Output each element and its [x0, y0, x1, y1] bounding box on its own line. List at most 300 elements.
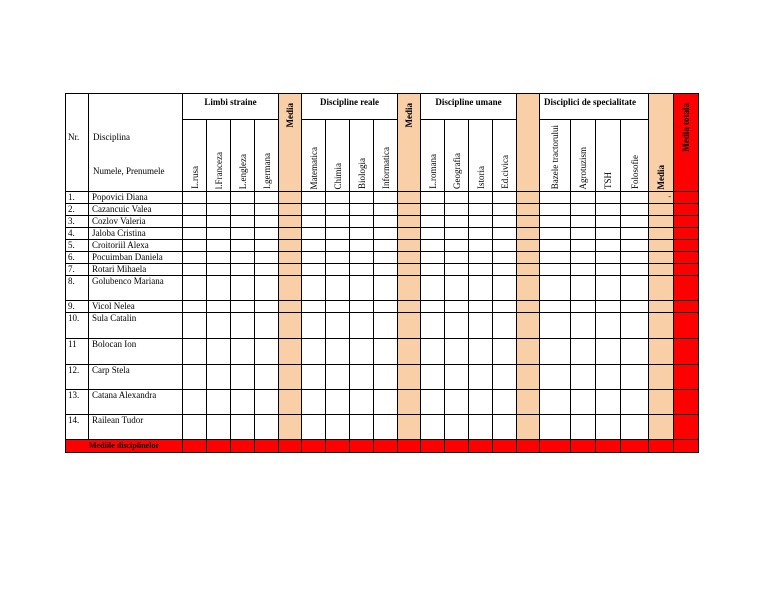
grade-cell[interactable] — [374, 252, 398, 264]
grade-cell[interactable] — [231, 415, 255, 440]
grade-cell[interactable] — [596, 313, 621, 339]
grade-cell[interactable] — [493, 339, 517, 365]
grade-cell[interactable] — [493, 192, 517, 204]
grade-cell[interactable] — [493, 301, 517, 313]
grade-cell[interactable] — [649, 339, 674, 365]
grade-cell[interactable] — [279, 228, 302, 240]
grade-cell[interactable] — [517, 192, 540, 204]
grade-cell[interactable] — [302, 216, 326, 228]
grade-cell[interactable] — [571, 252, 596, 264]
grade-cell[interactable] — [469, 204, 493, 216]
grade-cell[interactable] — [207, 365, 231, 390]
footer-average-cell[interactable] — [621, 440, 649, 453]
footer-average-cell[interactable] — [493, 440, 517, 453]
grade-cell[interactable] — [540, 240, 571, 252]
grade-cell[interactable] — [421, 365, 445, 390]
grade-cell[interactable] — [517, 276, 540, 301]
grade-cell[interactable] — [621, 339, 649, 365]
grade-cell[interactable] — [469, 228, 493, 240]
grade-cell[interactable] — [398, 313, 421, 339]
grade-cell[interactable] — [398, 252, 421, 264]
footer-average-cell[interactable] — [231, 440, 255, 453]
grade-cell[interactable] — [493, 365, 517, 390]
grade-cell[interactable] — [231, 216, 255, 228]
grade-cell[interactable] — [469, 390, 493, 415]
grade-cell[interactable] — [571, 415, 596, 440]
grade-cell[interactable] — [183, 301, 207, 313]
grade-cell[interactable] — [374, 313, 398, 339]
grade-cell[interactable] — [302, 365, 326, 390]
grade-cell[interactable] — [649, 365, 674, 390]
footer-average-cell[interactable] — [279, 440, 302, 453]
grade-cell[interactable] — [326, 264, 350, 276]
grade-cell[interactable] — [207, 415, 231, 440]
grade-cell[interactable] — [326, 390, 350, 415]
grade-cell[interactable] — [469, 301, 493, 313]
grade-cell[interactable] — [183, 252, 207, 264]
grade-cell[interactable] — [517, 301, 540, 313]
grade-cell[interactable] — [255, 276, 279, 301]
grade-cell[interactable] — [183, 192, 207, 204]
grade-cell[interactable] — [350, 313, 374, 339]
grade-cell[interactable] — [183, 313, 207, 339]
grade-cell[interactable] — [571, 276, 596, 301]
grade-cell[interactable] — [571, 228, 596, 240]
grade-cell[interactable] — [302, 192, 326, 204]
grade-cell[interactable] — [374, 301, 398, 313]
grade-cell[interactable] — [445, 301, 469, 313]
grade-cell[interactable] — [674, 415, 699, 440]
grade-cell[interactable] — [326, 276, 350, 301]
grade-cell[interactable] — [255, 216, 279, 228]
grade-cell[interactable] — [649, 276, 674, 301]
grade-cell[interactable] — [621, 192, 649, 204]
grade-cell[interactable] — [374, 240, 398, 252]
grade-cell[interactable] — [207, 313, 231, 339]
grade-cell[interactable] — [421, 313, 445, 339]
grade-cell[interactable] — [493, 240, 517, 252]
grade-cell[interactable] — [674, 216, 699, 228]
grade-cell[interactable] — [621, 390, 649, 415]
grade-cell[interactable] — [374, 264, 398, 276]
grade-cell[interactable] — [374, 276, 398, 301]
grade-cell[interactable] — [231, 240, 255, 252]
footer-average-cell[interactable] — [596, 440, 621, 453]
grade-cell[interactable] — [255, 252, 279, 264]
grade-cell[interactable] — [255, 192, 279, 204]
footer-average-cell[interactable] — [207, 440, 231, 453]
grade-cell[interactable] — [279, 313, 302, 339]
grade-cell[interactable] — [649, 216, 674, 228]
grade-cell[interactable] — [621, 301, 649, 313]
grade-cell[interactable] — [469, 216, 493, 228]
footer-average-cell[interactable] — [421, 440, 445, 453]
grade-cell[interactable] — [596, 216, 621, 228]
grade-cell[interactable] — [469, 313, 493, 339]
grade-cell[interactable] — [421, 204, 445, 216]
footer-average-cell[interactable] — [183, 440, 207, 453]
grade-cell[interactable] — [207, 228, 231, 240]
grade-cell[interactable] — [445, 192, 469, 204]
grade-cell[interactable] — [231, 192, 255, 204]
grade-cell[interactable] — [231, 365, 255, 390]
grade-cell[interactable] — [326, 313, 350, 339]
grade-cell[interactable] — [350, 390, 374, 415]
grade-cell[interactable] — [469, 240, 493, 252]
grade-cell[interactable] — [469, 415, 493, 440]
grade-cell[interactable] — [302, 390, 326, 415]
grade-cell[interactable] — [302, 204, 326, 216]
grade-cell[interactable] — [571, 390, 596, 415]
grade-cell[interactable] — [540, 390, 571, 415]
grade-cell[interactable] — [279, 216, 302, 228]
grade-cell[interactable] — [421, 252, 445, 264]
grade-cell[interactable] — [231, 252, 255, 264]
grade-cell[interactable] — [571, 240, 596, 252]
grade-cell[interactable] — [421, 228, 445, 240]
grade-cell[interactable] — [398, 301, 421, 313]
grade-cell[interactable] — [398, 264, 421, 276]
grade-cell[interactable] — [596, 228, 621, 240]
grade-cell[interactable] — [207, 252, 231, 264]
grade-cell[interactable] — [674, 276, 699, 301]
grade-cell[interactable] — [596, 415, 621, 440]
grade-cell[interactable] — [493, 204, 517, 216]
grade-cell[interactable] — [279, 252, 302, 264]
grade-cell[interactable] — [398, 365, 421, 390]
grade-cell[interactable] — [350, 204, 374, 216]
footer-average-cell[interactable] — [374, 440, 398, 453]
grade-cell[interactable] — [398, 339, 421, 365]
grade-cell[interactable] — [517, 252, 540, 264]
grade-cell[interactable] — [540, 192, 571, 204]
grade-cell[interactable] — [350, 276, 374, 301]
grade-cell[interactable] — [517, 415, 540, 440]
grade-cell[interactable] — [596, 390, 621, 415]
grade-cell[interactable] — [596, 365, 621, 390]
grade-cell[interactable] — [540, 365, 571, 390]
grade-cell[interactable] — [596, 240, 621, 252]
grade-cell[interactable] — [493, 216, 517, 228]
grade-cell[interactable] — [649, 313, 674, 339]
footer-average-cell[interactable] — [674, 440, 699, 453]
grade-cell[interactable] — [674, 313, 699, 339]
grade-cell[interactable] — [674, 390, 699, 415]
grade-cell[interactable] — [517, 264, 540, 276]
grade-cell[interactable] — [571, 313, 596, 339]
grade-cell[interactable] — [421, 301, 445, 313]
grade-cell[interactable] — [183, 365, 207, 390]
grade-cell[interactable] — [421, 216, 445, 228]
grade-cell[interactable] — [540, 216, 571, 228]
grade-cell[interactable] — [649, 264, 674, 276]
grade-cell[interactable] — [255, 204, 279, 216]
grade-cell[interactable] — [231, 390, 255, 415]
grade-cell[interactable] — [649, 390, 674, 415]
grade-cell[interactable] — [279, 240, 302, 252]
grade-cell[interactable] — [279, 339, 302, 365]
footer-average-cell[interactable] — [517, 440, 540, 453]
grade-cell[interactable] — [374, 228, 398, 240]
grade-cell[interactable] — [596, 252, 621, 264]
grade-cell[interactable] — [571, 339, 596, 365]
grade-cell[interactable] — [445, 365, 469, 390]
grade-cell[interactable] — [326, 415, 350, 440]
grade-cell[interactable] — [231, 228, 255, 240]
grade-cell[interactable] — [493, 415, 517, 440]
grade-cell[interactable] — [540, 252, 571, 264]
grade-cell[interactable] — [350, 216, 374, 228]
grade-cell[interactable] — [374, 192, 398, 204]
grade-cell[interactable] — [445, 339, 469, 365]
grade-cell[interactable] — [493, 228, 517, 240]
footer-average-cell[interactable] — [302, 440, 326, 453]
grade-cell[interactable] — [207, 264, 231, 276]
grade-cell[interactable] — [649, 301, 674, 313]
footer-average-cell[interactable] — [350, 440, 374, 453]
grade-cell[interactable] — [674, 339, 699, 365]
footer-average-cell[interactable] — [540, 440, 571, 453]
grade-cell[interactable] — [621, 204, 649, 216]
grade-cell[interactable] — [445, 276, 469, 301]
grade-cell[interactable] — [374, 390, 398, 415]
grade-cell[interactable] — [326, 252, 350, 264]
grade-cell[interactable] — [326, 301, 350, 313]
grade-cell[interactable] — [398, 204, 421, 216]
grade-cell[interactable] — [326, 339, 350, 365]
grade-cell[interactable] — [302, 313, 326, 339]
grade-cell[interactable] — [302, 276, 326, 301]
grade-cell[interactable] — [350, 228, 374, 240]
grade-cell[interactable] — [207, 276, 231, 301]
grade-cell[interactable] — [445, 240, 469, 252]
grade-cell[interactable] — [571, 204, 596, 216]
grade-cell[interactable] — [674, 192, 699, 204]
grade-cell[interactable] — [621, 216, 649, 228]
grade-cell[interactable] — [469, 276, 493, 301]
grade-cell[interactable] — [445, 313, 469, 339]
grade-cell[interactable] — [279, 301, 302, 313]
grade-cell[interactable] — [674, 252, 699, 264]
grade-cell[interactable] — [517, 204, 540, 216]
footer-average-cell[interactable] — [255, 440, 279, 453]
grade-cell[interactable] — [231, 204, 255, 216]
grade-cell[interactable] — [255, 264, 279, 276]
grade-cell[interactable] — [398, 228, 421, 240]
grade-cell[interactable] — [279, 204, 302, 216]
grade-cell[interactable] — [302, 264, 326, 276]
grade-cell[interactable] — [621, 276, 649, 301]
grade-cell[interactable] — [255, 301, 279, 313]
footer-average-cell[interactable] — [326, 440, 350, 453]
grade-cell[interactable] — [517, 240, 540, 252]
grade-cell[interactable] — [255, 313, 279, 339]
footer-average-cell[interactable] — [398, 440, 421, 453]
grade-cell[interactable] — [398, 276, 421, 301]
grade-cell[interactable] — [374, 216, 398, 228]
grade-cell[interactable] — [302, 415, 326, 440]
grade-cell[interactable] — [517, 313, 540, 339]
footer-average-cell[interactable] — [571, 440, 596, 453]
grade-cell[interactable] — [207, 339, 231, 365]
grade-cell[interactable] — [350, 339, 374, 365]
grade-cell[interactable] — [279, 192, 302, 204]
grade-cell[interactable] — [279, 264, 302, 276]
grade-cell[interactable] — [469, 192, 493, 204]
footer-average-cell[interactable] — [469, 440, 493, 453]
grade-cell[interactable] — [326, 192, 350, 204]
grade-cell[interactable] — [374, 415, 398, 440]
grade-cell[interactable] — [421, 339, 445, 365]
grade-cell[interactable] — [540, 264, 571, 276]
grade-cell[interactable] — [326, 365, 350, 390]
grade-cell[interactable] — [326, 228, 350, 240]
grade-cell[interactable] — [649, 204, 674, 216]
grade-cell[interactable] — [445, 252, 469, 264]
grade-cell[interactable] — [674, 264, 699, 276]
grade-cell[interactable]: - — [649, 192, 674, 204]
grade-cell[interactable] — [326, 216, 350, 228]
grade-cell[interactable] — [517, 390, 540, 415]
grade-cell[interactable] — [255, 228, 279, 240]
grade-cell[interactable] — [255, 240, 279, 252]
grade-cell[interactable] — [302, 240, 326, 252]
grade-cell[interactable] — [540, 313, 571, 339]
grade-cell[interactable] — [621, 228, 649, 240]
grade-cell[interactable] — [621, 252, 649, 264]
grade-cell[interactable] — [350, 252, 374, 264]
grade-cell[interactable] — [350, 301, 374, 313]
grade-cell[interactable] — [183, 390, 207, 415]
grade-cell[interactable] — [445, 264, 469, 276]
grade-cell[interactable] — [231, 301, 255, 313]
grade-cell[interactable] — [540, 301, 571, 313]
grade-cell[interactable] — [302, 228, 326, 240]
grade-cell[interactable] — [571, 216, 596, 228]
grade-cell[interactable] — [231, 339, 255, 365]
grade-cell[interactable] — [255, 339, 279, 365]
grade-cell[interactable] — [421, 276, 445, 301]
grade-cell[interactable] — [207, 240, 231, 252]
grade-cell[interactable] — [469, 264, 493, 276]
grade-cell[interactable] — [469, 252, 493, 264]
grade-cell[interactable] — [621, 313, 649, 339]
footer-average-cell[interactable] — [445, 440, 469, 453]
grade-cell[interactable] — [255, 365, 279, 390]
grade-cell[interactable] — [279, 390, 302, 415]
grade-cell[interactable] — [517, 216, 540, 228]
grade-cell[interactable] — [398, 390, 421, 415]
grade-cell[interactable] — [183, 276, 207, 301]
grade-cell[interactable] — [421, 415, 445, 440]
grade-cell[interactable] — [231, 264, 255, 276]
grade-cell[interactable] — [350, 365, 374, 390]
grade-cell[interactable] — [183, 204, 207, 216]
grade-cell[interactable] — [596, 192, 621, 204]
grade-cell[interactable] — [493, 313, 517, 339]
grade-cell[interactable] — [421, 264, 445, 276]
grade-cell[interactable] — [571, 365, 596, 390]
grade-cell[interactable] — [649, 415, 674, 440]
grade-cell[interactable] — [350, 264, 374, 276]
grade-cell[interactable] — [674, 301, 699, 313]
grade-cell[interactable] — [183, 240, 207, 252]
grade-cell[interactable] — [207, 390, 231, 415]
grade-cell[interactable] — [493, 252, 517, 264]
grade-cell[interactable] — [649, 228, 674, 240]
grade-cell[interactable] — [571, 192, 596, 204]
grade-cell[interactable] — [207, 301, 231, 313]
grade-cell[interactable] — [183, 228, 207, 240]
grade-cell[interactable] — [445, 415, 469, 440]
grade-cell[interactable] — [398, 216, 421, 228]
grade-cell[interactable] — [621, 240, 649, 252]
grade-cell[interactable] — [596, 276, 621, 301]
grade-cell[interactable] — [421, 240, 445, 252]
grade-cell[interactable] — [374, 339, 398, 365]
grade-cell[interactable] — [674, 204, 699, 216]
grade-cell[interactable] — [183, 216, 207, 228]
grade-cell[interactable] — [540, 228, 571, 240]
grade-cell[interactable] — [231, 276, 255, 301]
grade-cell[interactable] — [621, 264, 649, 276]
grade-cell[interactable] — [517, 365, 540, 390]
grade-cell[interactable] — [571, 301, 596, 313]
grade-cell[interactable] — [398, 240, 421, 252]
grade-cell[interactable] — [445, 390, 469, 415]
grade-cell[interactable] — [469, 339, 493, 365]
grade-cell[interactable] — [255, 415, 279, 440]
grade-cell[interactable] — [302, 301, 326, 313]
grade-cell[interactable] — [207, 204, 231, 216]
grade-cell[interactable] — [350, 415, 374, 440]
grade-cell[interactable] — [596, 264, 621, 276]
grade-cell[interactable] — [493, 390, 517, 415]
grade-cell[interactable] — [493, 276, 517, 301]
grade-cell[interactable] — [596, 339, 621, 365]
grade-cell[interactable] — [517, 228, 540, 240]
footer-average-cell[interactable] — [649, 440, 674, 453]
grade-cell[interactable] — [255, 390, 279, 415]
grade-cell[interactable] — [445, 216, 469, 228]
grade-cell[interactable] — [374, 365, 398, 390]
grade-cell[interactable] — [540, 415, 571, 440]
grade-cell[interactable] — [398, 192, 421, 204]
grade-cell[interactable] — [445, 204, 469, 216]
grade-cell[interactable] — [207, 216, 231, 228]
grade-cell[interactable] — [540, 339, 571, 365]
grade-cell[interactable] — [674, 365, 699, 390]
grade-cell[interactable] — [350, 240, 374, 252]
grade-cell[interactable] — [493, 264, 517, 276]
grade-cell[interactable] — [279, 365, 302, 390]
grade-cell[interactable] — [279, 415, 302, 440]
grade-cell[interactable] — [621, 415, 649, 440]
grade-cell[interactable] — [421, 192, 445, 204]
grade-cell[interactable] — [302, 252, 326, 264]
grade-cell[interactable] — [279, 276, 302, 301]
grade-cell[interactable] — [231, 313, 255, 339]
grade-cell[interactable] — [621, 365, 649, 390]
grade-cell[interactable] — [540, 204, 571, 216]
grade-cell[interactable] — [207, 192, 231, 204]
grade-cell[interactable] — [183, 339, 207, 365]
grade-cell[interactable] — [445, 228, 469, 240]
grade-cell[interactable] — [596, 204, 621, 216]
grade-cell[interactable] — [374, 204, 398, 216]
grade-cell[interactable] — [183, 415, 207, 440]
grade-cell[interactable] — [302, 339, 326, 365]
